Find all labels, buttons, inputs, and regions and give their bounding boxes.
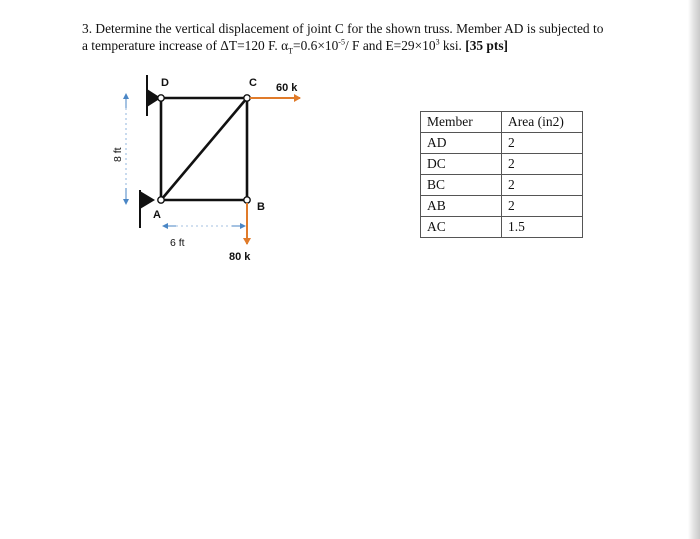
member-area-table [420,111,583,238]
table-row [421,133,583,154]
table-row [421,196,583,217]
joint-A [158,197,164,203]
points-label: [35 pts] [465,38,509,53]
page-edge-shadow [688,0,700,539]
area-cell: 2 [502,196,583,217]
joint-label-D: D [161,77,169,89]
joint-C [244,95,250,101]
member-AC [161,98,247,200]
area-cell: 2 [502,133,583,154]
member-cell: AB [421,196,502,217]
table-row [421,154,583,175]
joint-D [158,95,164,101]
problem-line-2c: / F and E=29×10 [344,38,436,53]
column-header-member: Member [421,112,502,133]
area-cell: 2 [502,154,583,175]
column-header-area: Area (in2) [502,112,583,133]
problem-line-2b: =0.6×10 [293,38,339,53]
problem-line-2a: a temperature increase of ΔT=120 F. α [82,38,289,53]
member-cell: BC [421,175,502,196]
problem-line-1: Determine the vertical displacement of joint C for the shown truss. Member AD is subjected to [95,21,604,36]
table-header-row [421,112,583,133]
alpha-subscript: T [288,46,294,56]
height-label: 8 ft [112,147,124,162]
exponent-1: -5 [338,37,345,47]
table-row [421,217,583,238]
problem-number: 3. [82,21,93,36]
width-label: 6 ft [170,237,185,249]
joint-label-A: A [153,209,161,221]
member-cell: AC [421,217,502,238]
table-row [421,175,583,196]
joint-B [244,197,250,203]
joint-label-B: B [257,201,265,213]
problem-line-2d: ksi. [439,38,466,53]
vertical-load-label: 80 k [229,251,251,263]
member-cell: AD [421,133,502,154]
area-cell: 2 [502,175,583,196]
horizontal-load-label: 60 k [276,82,298,94]
joint-label-C: C [249,77,257,89]
area-cell: 1.5 [502,217,583,238]
exponent-2: 3 [435,37,440,47]
member-cell: DC [421,154,502,175]
